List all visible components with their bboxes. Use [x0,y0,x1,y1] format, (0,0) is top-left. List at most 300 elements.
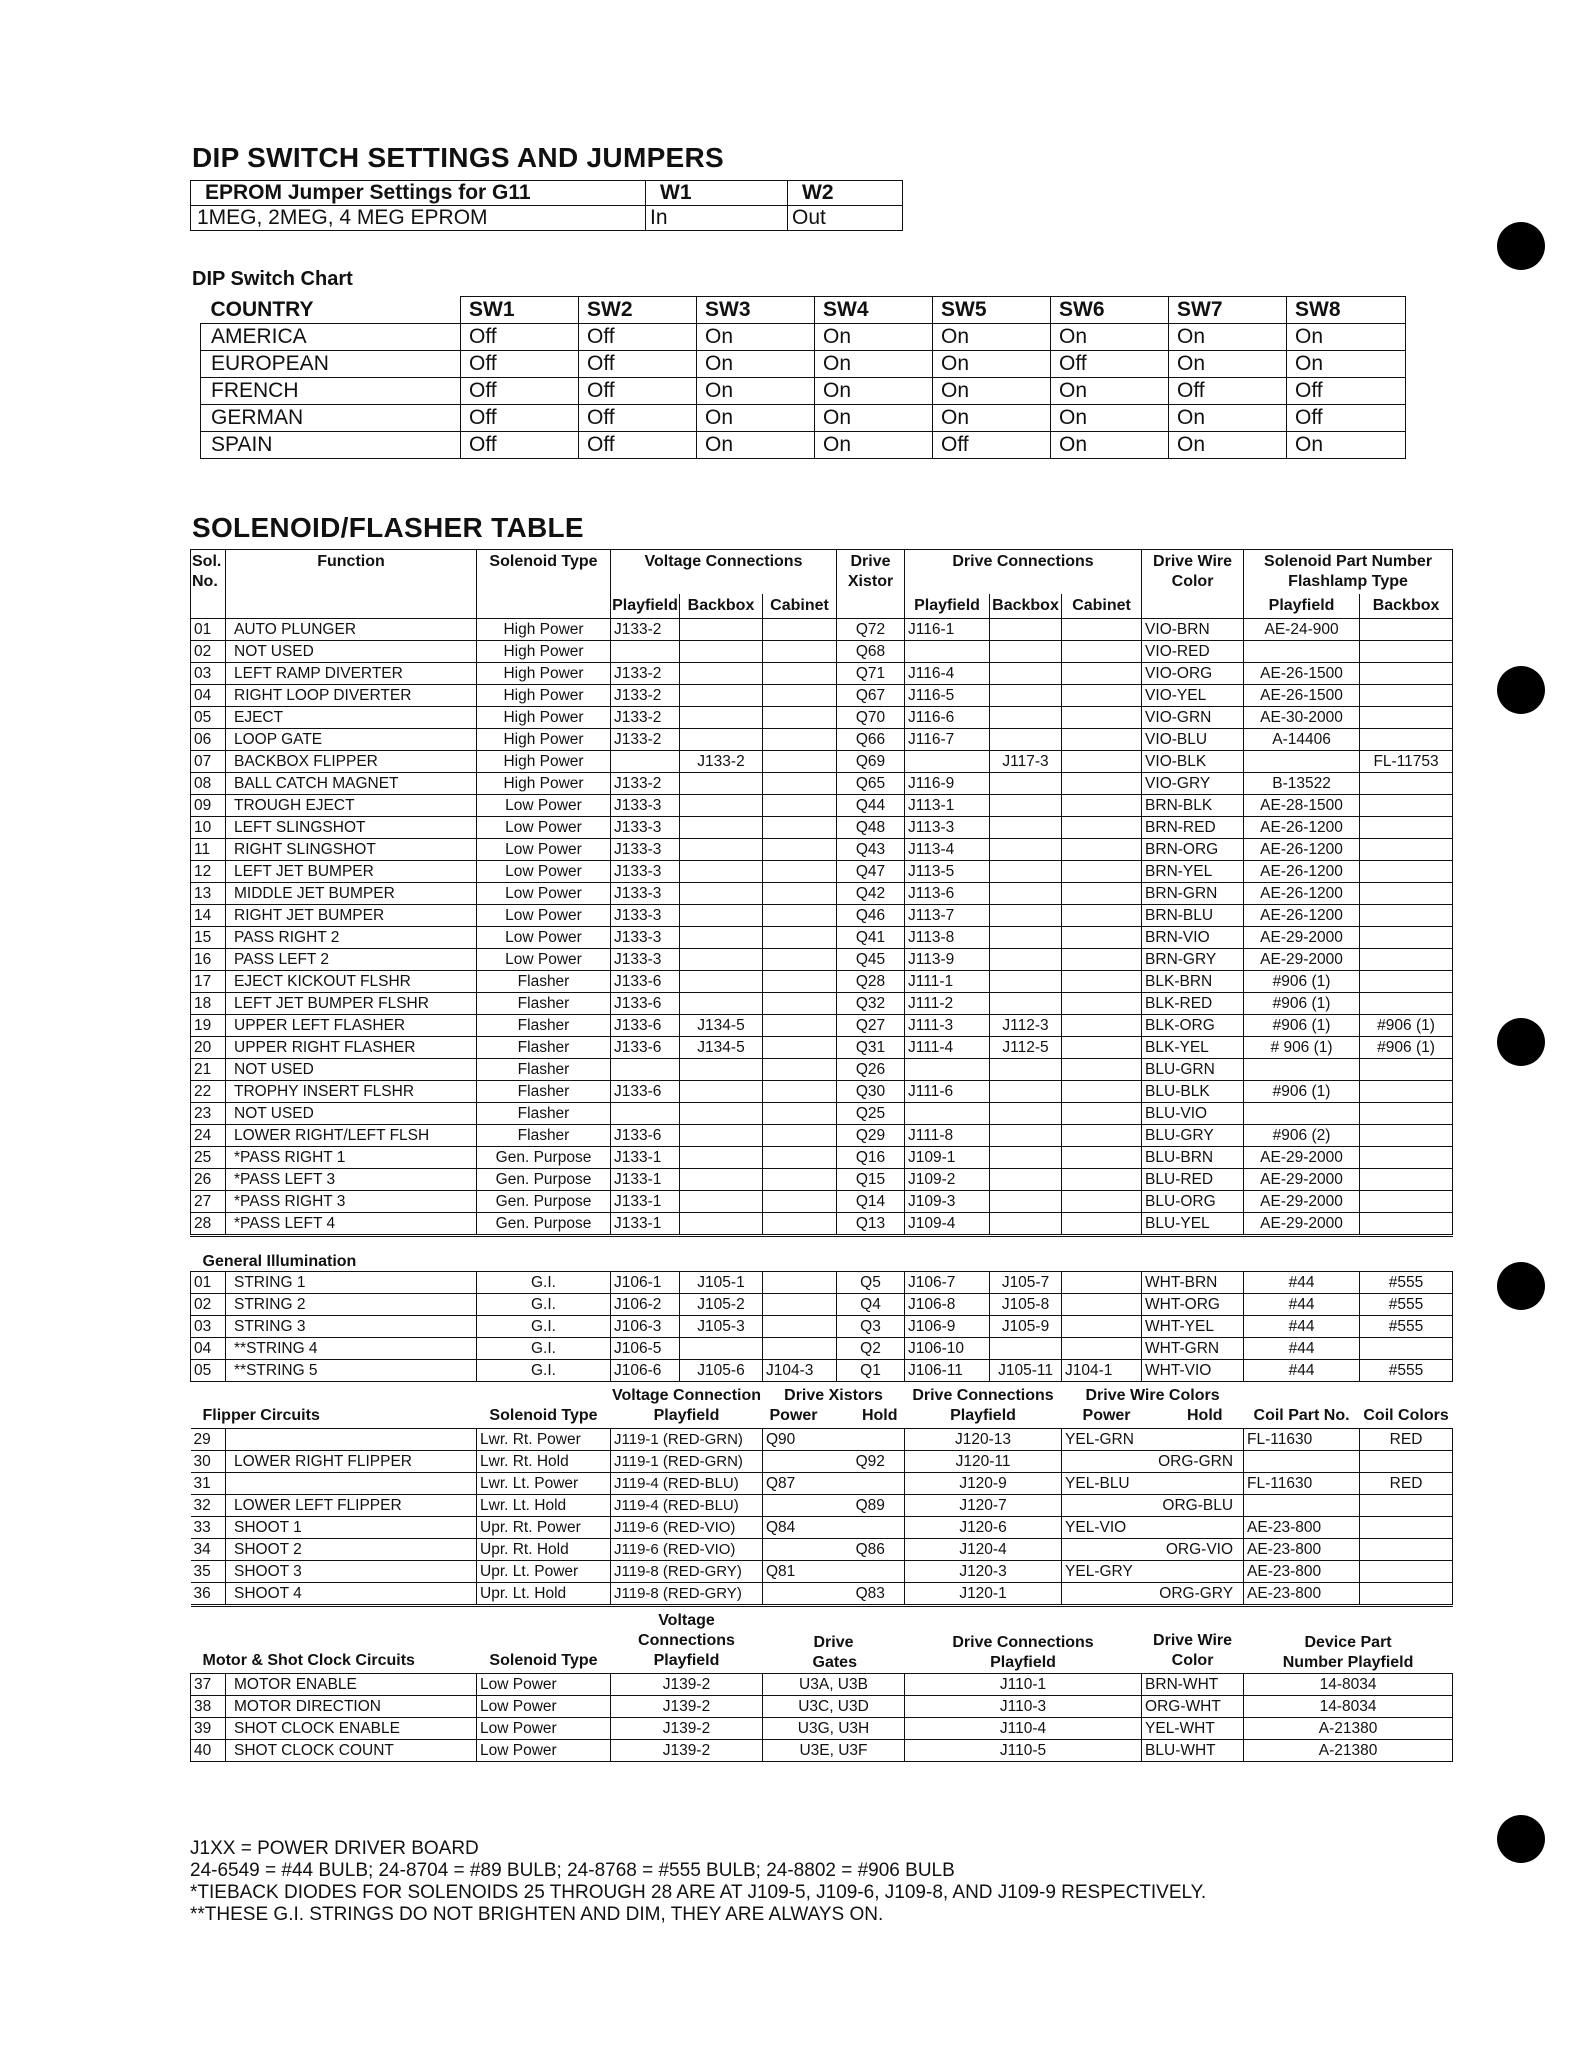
cell-col-6: Q67 [837,685,905,707]
flipper-row [191,1539,1453,1561]
cell-col-4 [680,927,763,949]
cell-col-11: AE-29-2000 [1244,1213,1360,1236]
cell-col-12 [1360,685,1453,707]
cell-col-12 [1360,707,1453,729]
flipper-cell-col-0: 30 [191,1451,226,1473]
flipper-cell-col-0: 29 [191,1429,226,1451]
cell-col-3 [611,751,680,773]
flipper-row [191,1583,1453,1606]
flipper-row [191,1495,1453,1517]
cell-col-6: Q70 [837,707,905,729]
cell-col-1: NOT USED [226,641,477,663]
cell-col-5 [763,1191,837,1213]
cell-col-2: High Power [477,751,611,773]
cell-col-9 [1062,861,1142,883]
cell-col-8 [990,927,1062,949]
dip-switch-cell: Off [461,378,579,405]
header-function: Function [226,550,477,619]
solenoid-row [191,729,1453,751]
cell-col-5 [763,1213,837,1236]
motor-cell-col-2: Low Power [477,1740,611,1762]
dip-country-cell: AMERICA [201,324,461,351]
cell-col-11: AE-29-2000 [1244,1191,1360,1213]
cell-col-12 [1360,1147,1453,1169]
solenoid-row [191,707,1453,729]
flipper-cell-col-2: Upr. Rt. Hold [477,1539,611,1561]
dip-switch-cell: On [815,432,933,459]
cell-col-8 [990,993,1062,1015]
cell-col-3: J133-6 [611,1037,680,1059]
cell-col-7: J106-10 [905,1338,990,1360]
flipper-header-power: Power [769,1407,818,1424]
cell-col-11: #906 (1) [1244,1015,1360,1037]
binder-hole-5 [1497,1815,1545,1863]
motor-header-wire: Drive Wire Color [1142,1606,1244,1674]
flipper-cell-col-1 [226,1429,477,1451]
motor-cell-col-3: J139-2 [611,1696,763,1718]
flipper-header-wire-hold: Hold [1187,1407,1223,1424]
header-voltage-backbox: Backbox [680,594,763,619]
header-part-playfield: Playfield [1244,594,1360,619]
cell-col-3: J133-3 [611,795,680,817]
solenoid-row [191,795,1453,817]
cell-col-3 [611,1059,680,1081]
flipper-row [191,1561,1453,1583]
motor-cell-col-4: U3C, U3D [763,1696,905,1718]
flipper-cell-col-4: Q84 [763,1517,837,1539]
cell-col-10: VIO-YEL [1142,685,1244,707]
dip-switch-cell: On [933,324,1051,351]
cell-col-11: AE-24-900 [1244,619,1360,641]
cell-col-1: *PASS LEFT 3 [226,1169,477,1191]
solenoid-row [191,663,1453,685]
cell-col-7: J109-2 [905,1169,990,1191]
flipper-header-wire-power: Power [1082,1407,1131,1424]
cell-col-11: #906 (1) [1244,1081,1360,1103]
cell-col-2: G.I. [477,1338,611,1360]
cell-col-7 [905,1103,990,1125]
cell-col-0: 12 [191,861,226,883]
cell-col-6: Q68 [837,641,905,663]
cell-col-12 [1360,729,1453,751]
solenoid-row [191,1059,1453,1081]
cell-col-3: J133-6 [611,1081,680,1103]
cell-col-3: J106-3 [611,1316,680,1338]
motor-row [191,1696,1453,1718]
dip-switch-cell: Off [933,432,1051,459]
cell-col-12: #555 [1360,1294,1453,1316]
cell-col-3: J133-2 [611,773,680,795]
cell-col-10: BLU-BLK [1142,1081,1244,1103]
flipper-cell-col-1 [226,1473,477,1495]
motor-cell-col-2: Low Power [477,1696,611,1718]
cell-col-2: G.I. [477,1316,611,1338]
flipper-cell-col-3: J119-6 (RED-VIO) [611,1539,763,1561]
solenoid-row [191,971,1453,993]
cell-col-12: #555 [1360,1360,1453,1382]
cell-col-1: NOT USED [226,1059,477,1081]
dip-switch-cell: Off [579,432,697,459]
cell-col-1: *PASS RIGHT 3 [226,1191,477,1213]
motor-cell-col-4: U3G, U3H [763,1718,905,1740]
header-drive-backbox: Backbox [990,594,1062,619]
cell-col-9 [1062,1213,1142,1236]
dip-switch-cell: On [697,405,815,432]
cell-col-3: J133-3 [611,905,680,927]
cell-col-4 [680,883,763,905]
cell-col-6: Q48 [837,817,905,839]
cell-col-12 [1360,1081,1453,1103]
flipper-header-xistors-label: Drive Xistors [784,1387,883,1404]
cell-col-8 [990,861,1062,883]
flipper-row [191,1429,1453,1451]
solenoid-row [191,1147,1453,1169]
cell-col-9 [1062,1103,1142,1125]
dip-header-sw5: SW5 [933,297,1051,324]
eprom-row-label: 1MEG, 2MEG, 4 MEG EPROM [191,206,646,231]
flipper-cell-col-2: Upr. Rt. Power [477,1517,611,1539]
eprom-header-label: EPROM Jumper Settings for G11 [191,181,646,206]
cell-col-12 [1360,773,1453,795]
flipper-cell-col-9: FL-11630 [1244,1473,1360,1495]
cell-col-6: Q41 [837,927,905,949]
cell-col-3: J133-2 [611,663,680,685]
binder-hole-2 [1497,666,1545,714]
cell-col-1: **STRING 4 [226,1338,477,1360]
cell-col-12: #906 (1) [1360,1015,1453,1037]
cell-col-4 [680,773,763,795]
solenoid-row [191,905,1453,927]
cell-col-4 [680,861,763,883]
motor-cell-col-4: U3A, U3B [763,1674,905,1696]
cell-col-1: STRING 2 [226,1294,477,1316]
cell-col-4 [680,993,763,1015]
cell-col-9 [1062,707,1142,729]
cell-col-8 [990,619,1062,641]
cell-col-1: RIGHT JET BUMPER [226,905,477,927]
flipper-cell-col-9 [1244,1495,1360,1517]
cell-col-11: #44 [1244,1272,1360,1294]
cell-col-5 [763,883,837,905]
cell-col-6: Q29 [837,1125,905,1147]
cell-col-0: 07 [191,751,226,773]
header-drive-connections: Drive Connections [905,550,1142,595]
cell-col-2: High Power [477,685,611,707]
flipper-header-coil-colors: Coil Colors [1360,1382,1453,1429]
cell-col-1: EJECT [226,707,477,729]
cell-col-7: J109-4 [905,1213,990,1236]
cell-col-12 [1360,949,1453,971]
cell-col-9 [1062,1191,1142,1213]
solenoid-row [191,949,1453,971]
cell-col-10: BRN-BLK [1142,795,1244,817]
cell-col-12 [1360,663,1453,685]
cell-col-10: BLK-ORG [1142,1015,1244,1037]
motor-cell-col-0: 40 [191,1740,226,1762]
binder-hole-1 [1497,222,1545,270]
cell-col-2: High Power [477,729,611,751]
dip-row [201,351,1406,378]
cell-col-8: J117-3 [990,751,1062,773]
cell-col-7: J111-8 [905,1125,990,1147]
cell-col-3: J133-2 [611,619,680,641]
dip-switch-cell: Off [579,324,697,351]
cell-col-9 [1062,927,1142,949]
motor-cell-col-1: MOTOR ENABLE [226,1674,477,1696]
cell-col-10: VIO-BLU [1142,729,1244,751]
cell-col-5 [763,1015,837,1037]
flipper-cell-col-8 [1142,1561,1244,1583]
flipper-cell-col-5 [837,1517,905,1539]
cell-col-1: UPPER RIGHT FLASHER [226,1037,477,1059]
cell-col-5 [763,1037,837,1059]
flipper-header-wire [1062,1382,1244,1429]
cell-col-9 [1062,773,1142,795]
cell-col-6: Q27 [837,1015,905,1037]
cell-col-5 [763,1316,837,1338]
cell-col-3: J133-1 [611,1213,680,1236]
cell-col-12 [1360,839,1453,861]
cell-col-3: J133-1 [611,1169,680,1191]
cell-col-9 [1062,1015,1142,1037]
cell-col-10: VIO-BRN [1142,619,1244,641]
dip-switch-cell: On [1051,405,1169,432]
cell-col-0: 14 [191,905,226,927]
cell-col-12 [1360,1125,1453,1147]
flipper-cell-col-5: Q86 [837,1539,905,1561]
cell-col-6: Q46 [837,905,905,927]
cell-col-5 [763,839,837,861]
flipper-cell-col-0: 33 [191,1517,226,1539]
cell-col-1: **STRING 5 [226,1360,477,1382]
cell-col-9 [1062,729,1142,751]
gi-section-title: General Illumination [191,1236,1453,1272]
cell-col-12 [1360,619,1453,641]
cell-col-11: #906 (1) [1244,993,1360,1015]
cell-col-5 [763,1272,837,1294]
cell-col-0: 05 [191,707,226,729]
cell-col-10: BRN-GRN [1142,883,1244,905]
motor-cell-col-0: 39 [191,1718,226,1740]
footnotes [190,1838,1206,1926]
dip-switch-cell: On [815,405,933,432]
flipper-cell-col-9: AE-23-800 [1244,1539,1360,1561]
dip-switch-cell: On [815,378,933,405]
cell-col-5 [763,707,837,729]
flipper-cell-col-10: RED [1360,1473,1453,1495]
cell-col-10: BLU-BRN [1142,1147,1244,1169]
cell-col-8 [990,1081,1062,1103]
dip-header-sw4: SW4 [815,297,933,324]
cell-col-12 [1360,1059,1453,1081]
cell-col-8 [990,729,1062,751]
solenoid-row [191,751,1453,773]
cell-col-1: *PASS LEFT 4 [226,1213,477,1236]
motor-cell-col-7: A-21380 [1244,1718,1453,1740]
cell-col-3: J106-6 [611,1360,680,1382]
cell-col-11: #44 [1244,1316,1360,1338]
cell-col-12 [1360,993,1453,1015]
cell-col-3: J133-6 [611,1015,680,1037]
cell-col-2: G.I. [477,1294,611,1316]
motor-cell-col-6: YEL-WHT [1142,1718,1244,1740]
dip-country-cell: FRENCH [201,378,461,405]
cell-col-6: Q26 [837,1059,905,1081]
cell-col-11: AE-28-1500 [1244,795,1360,817]
cell-col-11: A-14406 [1244,729,1360,751]
cell-col-0: 03 [191,1316,226,1338]
dip-header-sw3: SW3 [697,297,815,324]
cell-col-5 [763,817,837,839]
cell-col-5 [763,949,837,971]
cell-col-5 [763,685,837,707]
dip-switch-cell: On [1169,324,1287,351]
eprom-header-w1: W1 [646,181,788,206]
cell-col-1: RIGHT LOOP DIVERTER [226,685,477,707]
dip-country-cell: GERMAN [201,405,461,432]
cell-col-11: AE-26-1200 [1244,883,1360,905]
cell-col-6: Q1 [837,1360,905,1382]
flipper-section-header [191,1382,1453,1429]
flipper-cell-col-6: J120-9 [905,1473,1062,1495]
cell-col-12 [1360,795,1453,817]
cell-col-3: J106-2 [611,1294,680,1316]
header-drive-xistor: Drive Xistor [837,550,905,619]
cell-col-4 [680,1169,763,1191]
cell-col-8 [990,1059,1062,1081]
flipper-cell-col-5 [837,1561,905,1583]
dip-switch-cell: On [933,351,1051,378]
footnote-power-driver: J1XX = POWER DRIVER BOARD [190,1838,479,1859]
binder-hole-3 [1497,1018,1545,1066]
cell-col-8 [990,1125,1062,1147]
motor-cell-col-3: J139-2 [611,1674,763,1696]
cell-col-9 [1062,1316,1142,1338]
flipper-cell-col-9 [1244,1451,1360,1473]
flipper-cell-col-2: Lwr. Rt. Power [477,1429,611,1451]
gi-row [191,1316,1453,1338]
dip-switch-cell: On [1169,432,1287,459]
cell-col-7: J106-9 [905,1316,990,1338]
cell-col-1: LOOP GATE [226,729,477,751]
cell-col-3: J133-6 [611,1125,680,1147]
cell-col-10: BRN-RED [1142,817,1244,839]
cell-col-4: J105-3 [680,1316,763,1338]
cell-col-5 [763,641,837,663]
header-voltage-cabinet: Cabinet [763,594,837,619]
flipper-cell-col-0: 34 [191,1539,226,1561]
cell-col-7: J111-4 [905,1037,990,1059]
motor-cell-col-5: J110-4 [905,1718,1142,1740]
cell-col-9 [1062,883,1142,905]
cell-col-2: Gen. Purpose [477,1191,611,1213]
cell-col-0: 27 [191,1191,226,1213]
cell-col-2: Flasher [477,993,611,1015]
cell-col-4 [680,971,763,993]
motor-row [191,1674,1453,1696]
cell-col-11: #906 (2) [1244,1125,1360,1147]
cell-col-2: Flasher [477,1103,611,1125]
cell-col-7: J113-4 [905,839,990,861]
cell-col-11: #906 (1) [1244,971,1360,993]
flipper-cell-col-4: Q90 [763,1429,837,1451]
dip-switch-cell: Off [579,351,697,378]
motor-section-header [191,1606,1453,1674]
flipper-cell-col-6: J120-7 [905,1495,1062,1517]
motor-cell-col-1: SHOT CLOCK ENABLE [226,1718,477,1740]
cell-col-6: Q42 [837,883,905,905]
flipper-cell-col-10 [1360,1561,1453,1583]
cell-col-6: Q30 [837,1081,905,1103]
dip-switch-cell: Off [1169,378,1287,405]
cell-col-5 [763,729,837,751]
cell-col-3: J133-6 [611,993,680,1015]
flipper-cell-col-8: ORG-VIO [1142,1539,1244,1561]
cell-col-10: VIO-GRN [1142,707,1244,729]
dip-switch-cell: On [933,378,1051,405]
cell-col-10: BLK-BRN [1142,971,1244,993]
dip-switch-cell: Off [1051,351,1169,378]
cell-col-12 [1360,861,1453,883]
cell-col-7: J116-9 [905,773,990,795]
cell-col-4 [680,1081,763,1103]
cell-col-7: J106-11 [905,1360,990,1382]
flipper-cell-col-9: AE-23-800 [1244,1583,1360,1606]
solenoid-row [191,883,1453,905]
flipper-row [191,1451,1453,1473]
cell-col-10: BRN-BLU [1142,905,1244,927]
cell-col-1: LEFT RAMP DIVERTER [226,663,477,685]
flipper-cell-col-1: LOWER LEFT FLIPPER [226,1495,477,1517]
flipper-header-wire-power-hold [1063,1406,1243,1426]
cell-col-2: Flasher [477,1015,611,1037]
flipper-cell-col-6: J120-6 [905,1517,1062,1539]
cell-col-12: #555 [1360,1316,1453,1338]
cell-col-7: J111-2 [905,993,990,1015]
cell-col-3: J133-2 [611,729,680,751]
cell-col-1: NOT USED [226,1103,477,1125]
flipper-cell-col-2: Lwr. Lt. Hold [477,1495,611,1517]
dip-switch-cell: On [1287,351,1406,378]
cell-col-6: Q69 [837,751,905,773]
header-drive-playfield: Playfield [905,594,990,619]
cell-col-2: G.I. [477,1360,611,1382]
flipper-header-hold: Hold [861,1407,898,1424]
cell-col-2: Low Power [477,905,611,927]
dip-switch-cell: On [697,324,815,351]
solenoid-flasher-table [190,549,1453,1762]
cell-col-8 [990,905,1062,927]
cell-col-1: BALL CATCH MAGNET [226,773,477,795]
solenoid-row [191,685,1453,707]
cell-col-5 [763,861,837,883]
flipper-cell-col-8 [1142,1473,1244,1495]
motor-cell-col-6: BLU-WHT [1142,1740,1244,1762]
flipper-cell-col-1: SHOOT 2 [226,1539,477,1561]
cell-col-4 [680,707,763,729]
cell-col-1: STRING 3 [226,1316,477,1338]
cell-col-12 [1360,817,1453,839]
cell-col-12 [1360,1191,1453,1213]
motor-cell-col-2: Low Power [477,1674,611,1696]
cell-col-4 [680,905,763,927]
cell-col-8 [990,641,1062,663]
header-part-number-label: Solenoid Part Number [1264,553,1433,570]
footnote-bulbs: 24-6549 = #44 BULB; 24-8704 = #89 BULB; 24-8768 = #555 BULB; 24-8802 = #906 BULB [190,1860,955,1881]
header-voltage-playfield: Playfield [611,594,680,619]
dip-switch-cell: Off [1287,405,1406,432]
cell-col-5 [763,773,837,795]
